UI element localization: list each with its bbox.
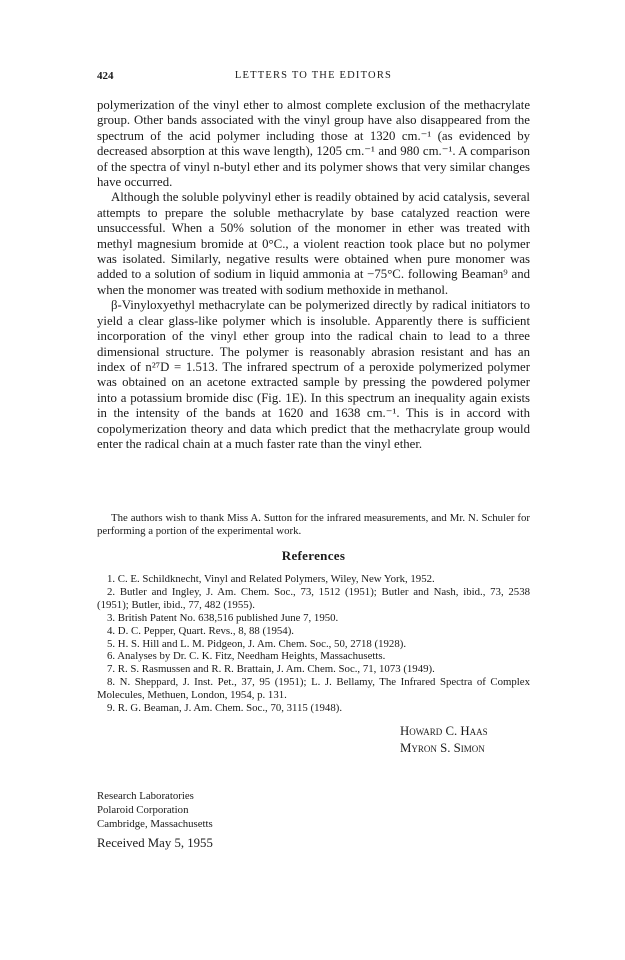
author-name: Howard C. Haas (400, 724, 488, 738)
body-paragraph: Although the soluble polyvinyl ether is readily obtained by acid catalysis, several attempts to prepare the soluble methacrylate by base catalyzed reaction were unsuccessful. When a 50% solution of the monomer in ether was treated with methyl magnesium bromide at 0°C., a violent reaction took place but no polymer was isolated. Similarly, negative results were obtained when pure monomer was added to a solution of sodium in liquid ammonia at −75°C. following Beaman⁹ and when the monomer was treated with sodium methoxide in methanol. (97, 190, 530, 297)
reference-item: 6. Analyses by Dr. C. K. Fitz, Needham Heights, Massachusetts. (107, 650, 386, 663)
acknowledgment: The authors wish to thank Miss A. Sutton for the infrared measurements, and Mr. N. Schuler for performing a portion of the experimental work. (97, 512, 530, 538)
affiliation-line: Research Laboratories (97, 790, 194, 802)
reference-item: 4. D. C. Pepper, Quart. Revs., 8, 88 (1954). (107, 624, 294, 637)
affiliation-line: Polaroid Corporation (97, 803, 189, 816)
author-name: Myron S. Simon (400, 741, 485, 755)
author-block (400, 723, 488, 757)
reference-item: 7. R. S. Rasmussen and R. R. Brattain, J. Am. Chem. Soc., 71, 1073 (1949). (107, 663, 435, 676)
article-body (97, 98, 530, 452)
body-paragraph: β-Vinyloxyethyl methacrylate can be polymerized directly by radical initiators to yield a clear glass-like polymer which is insoluble. Apparently there is sufficient incorporation of the vinyl ether group into the radical chain to lead to a three dimensional structure. The polymer is reasonably abrasion resistant and has an index of n²⁷D = 1.513. The infrared spectrum of a peroxide polymerized polymer was obtained on an acetone extracted sample by pressing the powdered polymer into a potassium bromide disc (Fig. 1E). In this spectrum an inequality again exists in the intensity of the bands at 1620 and 1638 cm.⁻¹. This is in accord with copolymerization theory and data which predict that the methacrylate group would enter the radical chain at a much faster rate than the vinyl ether. (97, 298, 530, 451)
running-title: LETTERS TO THE EDITORS (234, 70, 393, 81)
reference-item: 9. R. G. Beaman, J. Am. Chem. Soc., 70, 3115 (1948). (107, 702, 343, 715)
reference-item: 1. C. E. Schildknecht, Vinyl and Related Polymers, Wiley, New York, 1952. (107, 573, 435, 585)
reference-item: 8. N. Sheppard, J. Inst. Pet., 37, 95 (1951); L. J. Bellamy, The Infrared Spectra of Complex Molecules, Methuen, London, 1954, p. 131. (97, 676, 530, 702)
references-list (97, 573, 530, 715)
page-number: 424 (97, 70, 114, 82)
affiliation-line: Cambridge, Massachusetts (97, 817, 213, 830)
page-header (97, 70, 530, 86)
references-heading: References (281, 548, 346, 563)
reference-item: 2. Butler and Ingley, J. Am. Chem. Soc., 73, 1512 (1951); Butler and Nash, ibid., 73, 2538 (1951); Butler, ibid., 77, 482 (1955). (97, 585, 530, 611)
reference-item: 3. British Patent No. 638,516 published June 7, 1950. (107, 611, 339, 624)
affiliation-block (97, 790, 213, 831)
reference-item: 5. H. S. Hill and L. M. Pidgeon, J. Am. Chem. Soc., 50, 2718 (1928). (107, 637, 407, 650)
received-date: Received May 5, 1955 (97, 836, 213, 850)
body-paragraph: polymerization of the vinyl ether to almost complete exclusion of the methacrylate group. Other bands associated with the vinyl group have also disappeared from the spectrum of the acid polymer including those at 1320 cm.⁻¹ (as evidenced by decreased absorption at this wave length), 1205 cm.⁻¹ and 980 cm.⁻¹. A comparison of the spectra of vinyl n-butyl ether and its polymer shows that very similar changes have occurred. (97, 98, 530, 190)
